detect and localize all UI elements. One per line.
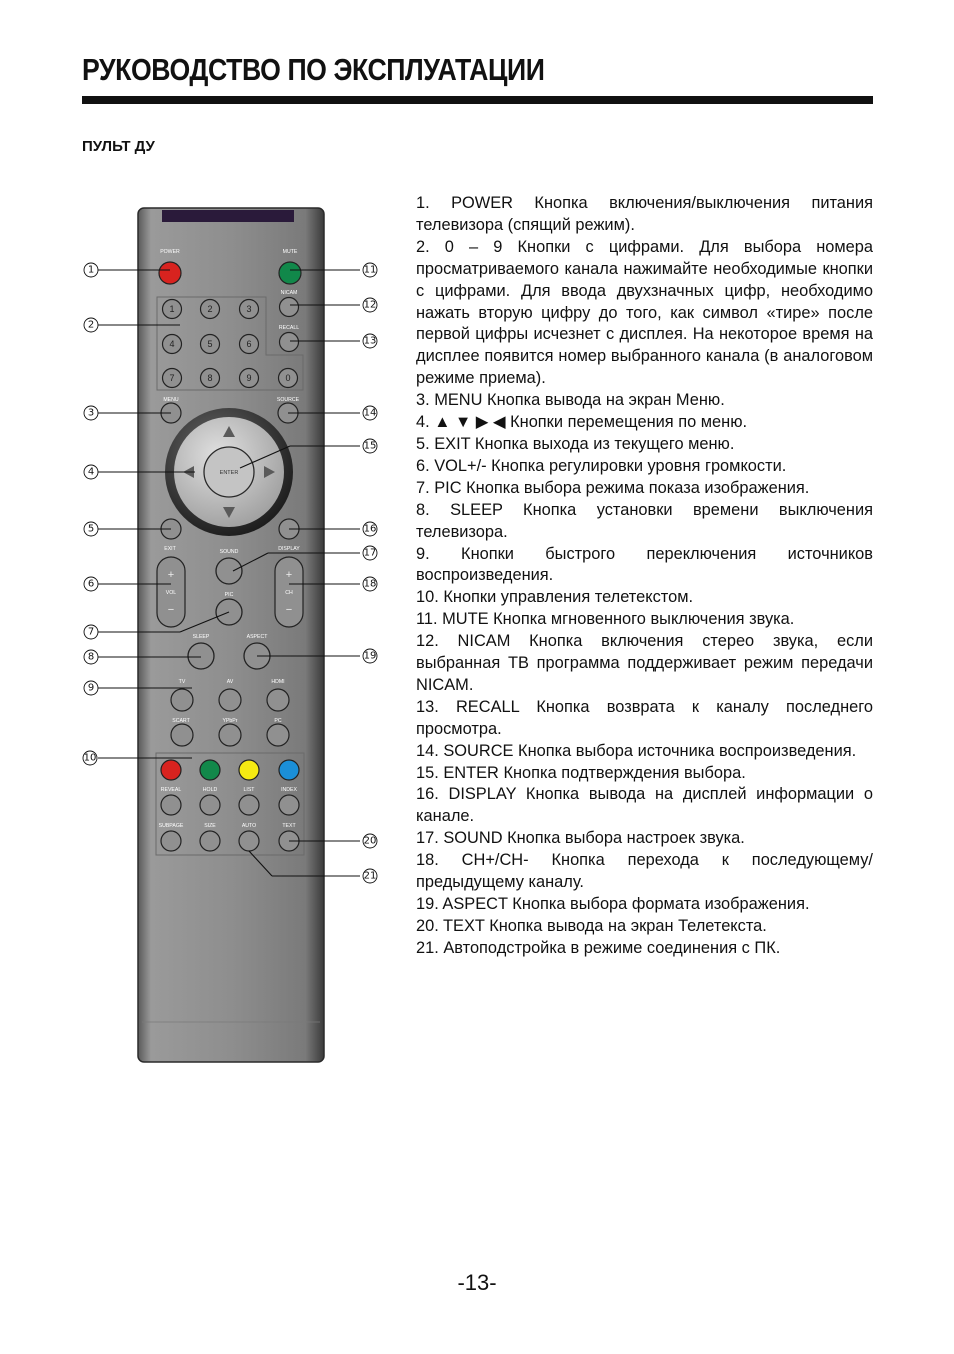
svg-text:1: 1 <box>87 264 95 276</box>
display-label: DISPLAY <box>278 546 300 552</box>
ch-minus-icon: − <box>285 604 293 616</box>
power-button[interactable] <box>159 262 181 284</box>
digit-7-button[interactable] <box>163 369 182 388</box>
section-title: ПУЛЬТ ДУ <box>82 138 155 155</box>
callout-16 <box>363 522 377 536</box>
auto-label: AUTO <box>241 823 257 829</box>
description-item: 18. CH+/CH- Кнопка перехода к последующему/предыдущему каналу. <box>416 851 873 892</box>
pic-label: PIC <box>224 592 234 598</box>
description-item: 15. ENTER Кнопка подтверждения выбора. <box>416 763 746 782</box>
vol-minus-icon: − <box>167 604 175 616</box>
hdmi-button[interactable] <box>267 689 289 711</box>
digit-8-button[interactable] <box>201 369 220 388</box>
text-label: TEXT <box>282 823 296 829</box>
teletext-green-button[interactable] <box>200 760 220 780</box>
sleep-label: SLEEP <box>192 634 210 640</box>
description-item: 4. ▲ ▼ ▶ ◀ Кнопки перемещения по меню. <box>416 413 748 432</box>
svg-text:8: 8 <box>207 373 213 383</box>
description-item: 7. PIC Кнопка выбора режима показа изображения. <box>416 478 810 497</box>
callout-7 <box>84 625 98 639</box>
index-label: INDEX <box>281 787 297 793</box>
mute-label: MUTE <box>282 249 298 255</box>
svg-text:14: 14 <box>363 407 377 419</box>
svg-text:3: 3 <box>87 407 95 419</box>
hold-label: HOLD <box>202 787 218 793</box>
reveal-button[interactable] <box>161 795 181 815</box>
description-item: 1. POWER Кнопка включения/выключения питания телевизора (спящий режим). <box>416 194 873 234</box>
callout-20 <box>363 834 377 848</box>
nicam-button[interactable] <box>280 298 299 317</box>
svg-text:6: 6 <box>246 339 252 349</box>
svg-text:11: 11 <box>363 264 377 276</box>
tv-label: TV <box>178 679 186 685</box>
svg-text:18: 18 <box>363 578 377 590</box>
callout-5 <box>84 522 98 536</box>
callout-8 <box>84 650 98 664</box>
svg-text:15: 15 <box>363 440 377 452</box>
button-descriptions <box>416 193 873 960</box>
callout-6 <box>84 577 98 591</box>
callout-9 <box>84 681 98 695</box>
vol-label: VOL <box>165 590 177 596</box>
mute-button[interactable] <box>279 262 301 284</box>
description-item: 16. DISPLAY Кнопка вывода на дисплей информации о канале. <box>416 785 873 826</box>
av-button[interactable] <box>219 689 241 711</box>
callout-3 <box>84 406 98 420</box>
description-item: 14. SOURCE Кнопка выбора источника воспроизведения. <box>416 741 857 760</box>
callout-18 <box>363 577 377 591</box>
svg-text:8: 8 <box>87 651 95 663</box>
scart-button[interactable] <box>171 724 193 746</box>
tv-button[interactable] <box>171 689 193 711</box>
svg-text:5: 5 <box>207 339 213 349</box>
power-label: POWER <box>160 249 180 255</box>
digit-4-button[interactable] <box>163 335 182 354</box>
exit-label: EXIT <box>164 546 176 552</box>
svg-text:2: 2 <box>207 304 213 314</box>
auto-button[interactable] <box>239 831 259 851</box>
ch-label: CH <box>285 590 293 596</box>
menu-label: MENU <box>163 397 179 403</box>
svg-text:2: 2 <box>87 319 95 331</box>
svg-text:1: 1 <box>169 304 175 314</box>
description-item: 5. EXIT Кнопка выхода из текущего меню. <box>416 434 735 453</box>
pc-button[interactable] <box>267 724 289 746</box>
av-label: AV <box>226 679 234 685</box>
ch-plus-icon: + <box>285 569 293 581</box>
size-button[interactable] <box>200 831 220 851</box>
hdmi-label: HDMI <box>271 679 285 685</box>
source-label: SOURCE <box>276 397 300 403</box>
description-item: 10. Кнопки управления телетекстом. <box>416 588 694 607</box>
svg-text:6: 6 <box>87 578 95 590</box>
callout-13 <box>363 334 377 348</box>
description-item: 21. Автоподстройка в режиме соединения с ПК. <box>416 938 781 957</box>
index-button[interactable] <box>279 795 299 815</box>
digit-6-button[interactable] <box>240 335 259 354</box>
size-label: SIZE <box>204 823 216 829</box>
svg-text:21: 21 <box>363 870 377 882</box>
svg-text:9: 9 <box>87 682 95 694</box>
svg-text:4: 4 <box>169 339 175 349</box>
description-item: 2. 0 – 9 Кнопки с цифрами. Для выбора номера просматриваемого канала нажимайте необходимые кнопки с цифрами. Для ввода двухзначных цифр, необходимо нажать вторую цифру до того, как символ «тире» после первой цифры исчезнет с дисплея. На некоторое время на дисплее появится номер выбранного канала (в аналоговом режиме приема). <box>416 237 873 388</box>
description-item: 6. VOL+/- Кнопка регулировки уровня громкости. <box>416 456 787 475</box>
svg-text:17: 17 <box>363 547 377 559</box>
callout-4 <box>84 465 98 479</box>
vol-plus-icon: + <box>167 569 175 581</box>
description-item: 8. SLEEP Кнопка установки времени выключения телевизора. <box>416 500 873 541</box>
hold-button[interactable] <box>200 795 220 815</box>
description-item: 11. MUTE Кнопка мгновенного выключения звука. <box>416 610 795 629</box>
svg-text:12: 12 <box>363 299 377 311</box>
digit-3-button[interactable] <box>240 300 259 319</box>
svg-text:4: 4 <box>87 466 95 478</box>
svg-text:13: 13 <box>363 335 377 347</box>
svg-text:7: 7 <box>169 373 175 383</box>
svg-text:0: 0 <box>285 373 291 383</box>
sound-button[interactable] <box>216 558 242 584</box>
ir-window <box>162 210 294 222</box>
ypbpr-button[interactable] <box>219 724 241 746</box>
digit-1-button[interactable] <box>163 300 182 319</box>
description-item: 17. SOUND Кнопка выбора настроек звука. <box>416 829 745 848</box>
callout-12 <box>363 298 377 312</box>
page-title: РУКОВОДСТВО ПО ЭКСПЛУАТАЦИИ <box>82 52 545 87</box>
list-button[interactable] <box>239 795 259 815</box>
recall-button[interactable] <box>280 333 299 352</box>
callout-15 <box>363 439 377 453</box>
callout-2 <box>84 318 98 332</box>
sleep-button[interactable] <box>188 643 214 669</box>
svg-text:9: 9 <box>246 373 252 383</box>
list-label: LIST <box>243 787 255 793</box>
callout-10 <box>83 751 97 765</box>
description-item: 3. MENU Кнопка вывода на экран Меню. <box>416 391 725 410</box>
ypbpr-label: YPbPr <box>222 718 238 724</box>
svg-text:16: 16 <box>363 523 377 535</box>
svg-text:10: 10 <box>83 752 97 764</box>
teletext-yellow-button[interactable] <box>239 760 259 780</box>
callout-14 <box>363 406 377 420</box>
enter-label: ENTER <box>219 470 239 476</box>
callout-21 <box>363 869 377 883</box>
callout-17 <box>363 546 377 560</box>
subpage-button[interactable] <box>161 831 181 851</box>
callout-1 <box>84 263 98 277</box>
description-item: 19. ASPECT Кнопка выбора формата изображения. <box>416 895 810 913</box>
svg-text:5: 5 <box>87 523 95 535</box>
recall-label: RECALL <box>278 325 300 331</box>
digit-2-button[interactable] <box>201 300 220 319</box>
subpage-label: SUBPAGE <box>158 823 184 829</box>
teletext-blue-button[interactable] <box>279 760 299 780</box>
callout-11 <box>363 263 377 277</box>
pc-label: PC <box>274 718 282 724</box>
svg-text:19: 19 <box>363 650 377 662</box>
teletext-red-button[interactable] <box>161 760 181 780</box>
sound-label: SOUND <box>219 549 239 555</box>
description-item: 13. RECALL Кнопка возврата к каналу последнего просмотра. <box>416 697 873 738</box>
aspect-label: ASPECT <box>246 634 268 640</box>
scart-label: SCART <box>172 718 190 724</box>
digit-0-button[interactable] <box>279 369 298 388</box>
digit-5-button[interactable] <box>201 335 220 354</box>
reveal-label: REVEAL <box>160 787 182 793</box>
description-item: 9. Кнопки быстрого переключения источников воспроизведения. <box>416 544 873 585</box>
svg-text:7: 7 <box>87 626 95 638</box>
svg-text:20: 20 <box>363 835 377 847</box>
page-number: -13- <box>457 1270 497 1295</box>
digit-9-button[interactable] <box>240 369 259 388</box>
description-item: 20. TEXT Кнопка вывода на экран Телетекста. <box>416 916 767 935</box>
svg-text:3: 3 <box>246 304 252 314</box>
callout-19 <box>363 649 377 663</box>
description-item: 12. NICAM Кнопка включения стерео звука, если выбранная ТВ программа поддерживает режим передачи NICAM. <box>416 632 873 694</box>
nicam-label: NICAM <box>280 290 298 296</box>
